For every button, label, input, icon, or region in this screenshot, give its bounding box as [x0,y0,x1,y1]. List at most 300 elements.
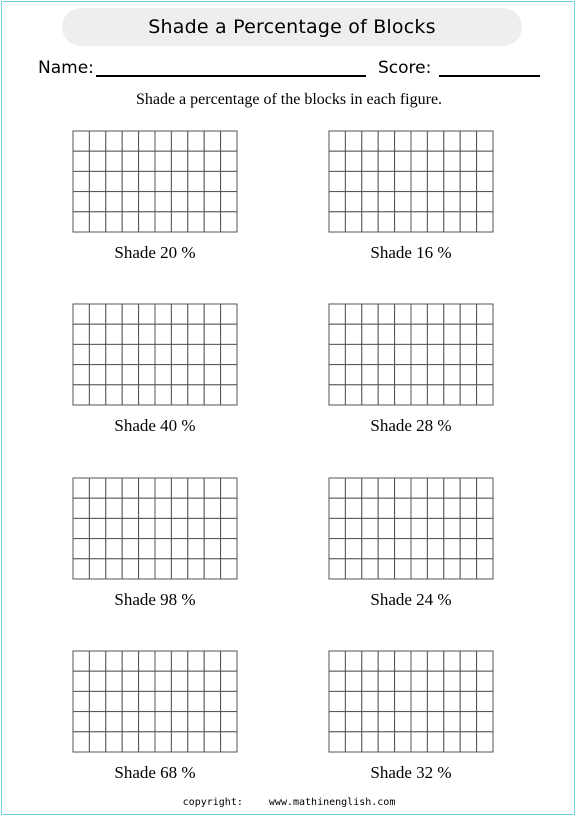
grid-block[interactable] [188,712,204,732]
grid-block[interactable] [395,539,411,559]
grid-block[interactable] [362,212,378,232]
grid-block[interactable] [329,212,345,232]
grid-block[interactable] [89,304,105,324]
grid-block[interactable] [221,712,237,732]
grid-block[interactable] [444,304,460,324]
grid-block[interactable] [106,559,122,579]
grid-block[interactable] [460,365,476,385]
grid-block[interactable] [204,691,220,711]
grid-block[interactable] [345,171,361,191]
grid-block[interactable] [378,365,394,385]
grid-block[interactable] [155,539,171,559]
grid-block[interactable] [329,171,345,191]
grid-block[interactable] [139,539,155,559]
grid-block[interactable] [477,385,493,405]
grid-block[interactable] [477,712,493,732]
grid-block[interactable] [139,498,155,518]
grid-block[interactable] [122,365,138,385]
grid-block[interactable] [329,131,345,151]
grid-block[interactable] [345,151,361,171]
grid-block[interactable] [155,365,171,385]
grid-block[interactable] [204,671,220,691]
grid-block[interactable] [221,691,237,711]
grid-block[interactable] [329,498,345,518]
grid-block[interactable] [122,131,138,151]
grid-block[interactable] [89,385,105,405]
grid-block[interactable] [395,171,411,191]
grid-block[interactable] [395,651,411,671]
grid-block[interactable] [411,671,427,691]
grid-block[interactable] [89,498,105,518]
grid-block[interactable] [460,712,476,732]
grid-block[interactable] [329,559,345,579]
grid-block[interactable] [444,385,460,405]
grid-block[interactable] [106,518,122,538]
grid-block[interactable] [460,304,476,324]
grid-block[interactable] [73,212,89,232]
grid-block[interactable] [362,712,378,732]
grid-block[interactable] [362,344,378,364]
grid-block[interactable] [345,131,361,151]
grid-block[interactable] [411,539,427,559]
grid-block[interactable] [73,518,89,538]
grid-block[interactable] [73,304,89,324]
grid-block[interactable] [171,651,187,671]
grid-block[interactable] [155,478,171,498]
grid-block[interactable] [444,559,460,579]
grid-block[interactable] [329,671,345,691]
grid-block[interactable] [460,498,476,518]
grid-block[interactable] [122,304,138,324]
grid-block[interactable] [378,498,394,518]
grid-block[interactable] [362,518,378,538]
grid-block[interactable] [329,518,345,538]
grid-block[interactable] [73,131,89,151]
grid-block[interactable] [444,131,460,151]
grid-block[interactable] [395,712,411,732]
grid-block[interactable] [477,192,493,212]
grid-block[interactable] [155,304,171,324]
grid-block[interactable] [155,691,171,711]
grid-block[interactable] [378,671,394,691]
grid-block[interactable] [345,192,361,212]
grid-block[interactable] [477,304,493,324]
grid-block[interactable] [345,498,361,518]
grid-block[interactable] [345,712,361,732]
grid-block[interactable] [460,324,476,344]
grid-block[interactable] [378,151,394,171]
grid-block[interactable] [411,344,427,364]
grid-block[interactable] [155,151,171,171]
grid-block[interactable] [106,171,122,191]
grid-block[interactable] [155,192,171,212]
grid-block[interactable] [444,192,460,212]
grid-block[interactable] [171,518,187,538]
grid-block[interactable] [188,651,204,671]
grid-block[interactable] [73,691,89,711]
grid-block[interactable] [345,732,361,752]
grid-block[interactable] [204,212,220,232]
grid-block[interactable] [395,192,411,212]
grid-block[interactable] [427,344,443,364]
grid-block[interactable] [204,559,220,579]
grid-block[interactable] [204,365,220,385]
grid-block[interactable] [188,304,204,324]
grid-block[interactable] [89,365,105,385]
grid-block[interactable] [427,131,443,151]
grid-block[interactable] [329,192,345,212]
grid-block[interactable] [106,651,122,671]
grid-block[interactable] [188,344,204,364]
grid-block[interactable] [188,151,204,171]
grid-block[interactable] [477,365,493,385]
grid-block[interactable] [139,304,155,324]
grid-block[interactable] [106,344,122,364]
grid-block[interactable] [378,131,394,151]
grid-block[interactable] [477,478,493,498]
grid-block[interactable] [221,365,237,385]
grid-block[interactable] [411,559,427,579]
grid-block[interactable] [427,498,443,518]
grid-block[interactable] [345,344,361,364]
grid-block[interactable] [345,539,361,559]
grid-block[interactable] [427,518,443,538]
grid-block[interactable] [477,732,493,752]
grid-block[interactable] [188,498,204,518]
grid-block[interactable] [411,691,427,711]
grid-block[interactable] [155,171,171,191]
grid-block[interactable] [139,212,155,232]
grid-block[interactable] [204,385,220,405]
grid-block[interactable] [477,131,493,151]
grid-block[interactable] [395,344,411,364]
grid-block[interactable] [155,651,171,671]
grid-block[interactable] [106,712,122,732]
grid-block[interactable] [444,518,460,538]
grid-block[interactable] [362,559,378,579]
grid-block[interactable] [171,151,187,171]
grid-block[interactable] [444,478,460,498]
grid-block[interactable] [122,691,138,711]
grid-block[interactable] [89,344,105,364]
block-grid-4[interactable] [328,303,494,406]
grid-block[interactable] [221,304,237,324]
grid-block[interactable] [139,671,155,691]
grid-block[interactable] [477,518,493,538]
grid-block[interactable] [444,539,460,559]
grid-block[interactable] [345,385,361,405]
grid-block[interactable] [477,559,493,579]
grid-block[interactable] [411,732,427,752]
grid-block[interactable] [204,192,220,212]
grid-block[interactable] [345,691,361,711]
grid-block[interactable] [460,131,476,151]
grid-block[interactable] [345,212,361,232]
grid-block[interactable] [378,712,394,732]
grid-block[interactable] [139,365,155,385]
grid-block[interactable] [477,171,493,191]
grid-block[interactable] [221,385,237,405]
grid-block[interactable] [411,304,427,324]
grid-block[interactable] [204,324,220,344]
grid-block[interactable] [122,671,138,691]
grid-block[interactable] [155,212,171,232]
grid-block[interactable] [155,344,171,364]
grid-block[interactable] [122,212,138,232]
grid-block[interactable] [139,732,155,752]
grid-block[interactable] [444,651,460,671]
grid-block[interactable] [171,478,187,498]
grid-block[interactable] [221,651,237,671]
grid-block[interactable] [139,344,155,364]
grid-block[interactable] [221,212,237,232]
grid-block[interactable] [460,671,476,691]
grid-block[interactable] [122,385,138,405]
grid-block[interactable] [188,691,204,711]
grid-block[interactable] [171,365,187,385]
grid-block[interactable] [411,478,427,498]
grid-block[interactable] [477,539,493,559]
grid-block[interactable] [188,131,204,151]
grid-block[interactable] [73,671,89,691]
grid-block[interactable] [73,171,89,191]
grid-block[interactable] [444,365,460,385]
grid-block[interactable] [155,498,171,518]
grid-block[interactable] [139,559,155,579]
grid-block[interactable] [73,344,89,364]
grid-block[interactable] [411,385,427,405]
grid-block[interactable] [444,324,460,344]
grid-block[interactable] [411,518,427,538]
grid-block[interactable] [204,171,220,191]
grid-block[interactable] [73,478,89,498]
grid-block[interactable] [395,559,411,579]
grid-block[interactable] [362,304,378,324]
grid-block[interactable] [73,365,89,385]
grid-block[interactable] [395,304,411,324]
grid-block[interactable] [427,304,443,324]
grid-block[interactable] [395,732,411,752]
grid-block[interactable] [427,151,443,171]
grid-block[interactable] [155,712,171,732]
grid-block[interactable] [106,385,122,405]
grid-block[interactable] [171,171,187,191]
grid-block[interactable] [171,498,187,518]
grid-block[interactable] [329,691,345,711]
grid-block[interactable] [89,478,105,498]
grid-block[interactable] [460,518,476,538]
block-grid-7[interactable] [72,650,238,753]
grid-block[interactable] [89,151,105,171]
grid-block[interactable] [155,385,171,405]
grid-block[interactable] [155,518,171,538]
grid-block[interactable] [73,192,89,212]
grid-block[interactable] [204,131,220,151]
grid-block[interactable] [221,344,237,364]
grid-block[interactable] [411,365,427,385]
grid-block[interactable] [444,712,460,732]
grid-block[interactable] [345,518,361,538]
grid-block[interactable] [444,151,460,171]
grid-block[interactable] [444,732,460,752]
grid-block[interactable] [345,559,361,579]
grid-block[interactable] [411,151,427,171]
grid-block[interactable] [106,192,122,212]
grid-block[interactable] [444,671,460,691]
grid-block[interactable] [427,712,443,732]
grid-block[interactable] [221,539,237,559]
block-grid-8[interactable] [328,650,494,753]
grid-block[interactable] [427,539,443,559]
grid-block[interactable] [345,671,361,691]
grid-block[interactable] [204,304,220,324]
grid-block[interactable] [122,151,138,171]
grid-block[interactable] [427,691,443,711]
grid-block[interactable] [73,559,89,579]
grid-block[interactable] [221,732,237,752]
grid-block[interactable] [73,151,89,171]
grid-block[interactable] [477,651,493,671]
grid-block[interactable] [155,131,171,151]
grid-block[interactable] [139,131,155,151]
grid-block[interactable] [362,171,378,191]
grid-block[interactable] [329,304,345,324]
grid-block[interactable] [89,192,105,212]
grid-block[interactable] [395,691,411,711]
grid-block[interactable] [477,498,493,518]
grid-block[interactable] [362,691,378,711]
grid-block[interactable] [122,498,138,518]
grid-block[interactable] [427,385,443,405]
grid-block[interactable] [122,712,138,732]
grid-block[interactable] [460,732,476,752]
grid-block[interactable] [411,712,427,732]
grid-block[interactable] [411,498,427,518]
grid-block[interactable] [362,131,378,151]
grid-block[interactable] [221,478,237,498]
grid-block[interactable] [395,365,411,385]
grid-block[interactable] [460,478,476,498]
grid-block[interactable] [122,732,138,752]
grid-block[interactable] [188,539,204,559]
grid-block[interactable] [73,712,89,732]
grid-block[interactable] [329,712,345,732]
grid-block[interactable] [89,712,105,732]
grid-block[interactable] [460,651,476,671]
grid-block[interactable] [73,732,89,752]
grid-block[interactable] [139,385,155,405]
grid-block[interactable] [155,732,171,752]
grid-block[interactable] [477,344,493,364]
grid-block[interactable] [171,732,187,752]
grid-block[interactable] [345,365,361,385]
grid-block[interactable] [329,151,345,171]
grid-block[interactable] [345,324,361,344]
grid-block[interactable] [444,691,460,711]
grid-block[interactable] [411,131,427,151]
grid-block[interactable] [188,732,204,752]
grid-block[interactable] [73,385,89,405]
grid-block[interactable] [395,498,411,518]
grid-block[interactable] [106,212,122,232]
grid-block[interactable] [204,539,220,559]
grid-block[interactable] [89,171,105,191]
grid-block[interactable] [89,671,105,691]
grid-block[interactable] [122,344,138,364]
grid-block[interactable] [139,518,155,538]
grid-block[interactable] [122,171,138,191]
grid-block[interactable] [460,344,476,364]
grid-block[interactable] [329,344,345,364]
grid-block[interactable] [122,478,138,498]
grid-block[interactable] [73,539,89,559]
grid-block[interactable] [106,324,122,344]
grid-block[interactable] [139,712,155,732]
grid-block[interactable] [362,498,378,518]
block-grid-3[interactable] [72,303,238,406]
grid-block[interactable] [204,651,220,671]
grid-block[interactable] [345,478,361,498]
grid-block[interactable] [411,192,427,212]
grid-block[interactable] [106,365,122,385]
grid-block[interactable] [106,539,122,559]
grid-block[interactable] [444,171,460,191]
grid-block[interactable] [106,304,122,324]
grid-block[interactable] [378,192,394,212]
grid-block[interactable] [378,478,394,498]
grid-block[interactable] [378,539,394,559]
grid-block[interactable] [362,192,378,212]
grid-block[interactable] [362,324,378,344]
grid-block[interactable] [139,691,155,711]
grid-block[interactable] [171,691,187,711]
grid-block[interactable] [411,212,427,232]
grid-block[interactable] [106,151,122,171]
grid-block[interactable] [395,324,411,344]
block-grid-1[interactable] [72,130,238,233]
grid-block[interactable] [73,324,89,344]
grid-block[interactable] [204,732,220,752]
grid-block[interactable] [460,171,476,191]
grid-block[interactable] [89,559,105,579]
grid-block[interactable] [460,151,476,171]
grid-block[interactable] [221,559,237,579]
grid-block[interactable] [378,651,394,671]
grid-block[interactable] [122,324,138,344]
grid-block[interactable] [221,192,237,212]
block-grid-5[interactable] [72,477,238,580]
grid-block[interactable] [378,324,394,344]
grid-block[interactable] [204,518,220,538]
grid-block[interactable] [155,324,171,344]
grid-block[interactable] [188,324,204,344]
grid-block[interactable] [329,385,345,405]
score-field[interactable] [439,75,540,77]
grid-block[interactable] [188,192,204,212]
grid-block[interactable] [395,212,411,232]
grid-block[interactable] [188,559,204,579]
grid-block[interactable] [411,651,427,671]
grid-block[interactable] [427,324,443,344]
grid-block[interactable] [345,651,361,671]
grid-block[interactable] [477,671,493,691]
grid-block[interactable] [106,131,122,151]
grid-block[interactable] [188,518,204,538]
grid-block[interactable] [362,539,378,559]
grid-block[interactable] [395,671,411,691]
grid-block[interactable] [345,304,361,324]
grid-block[interactable] [139,192,155,212]
